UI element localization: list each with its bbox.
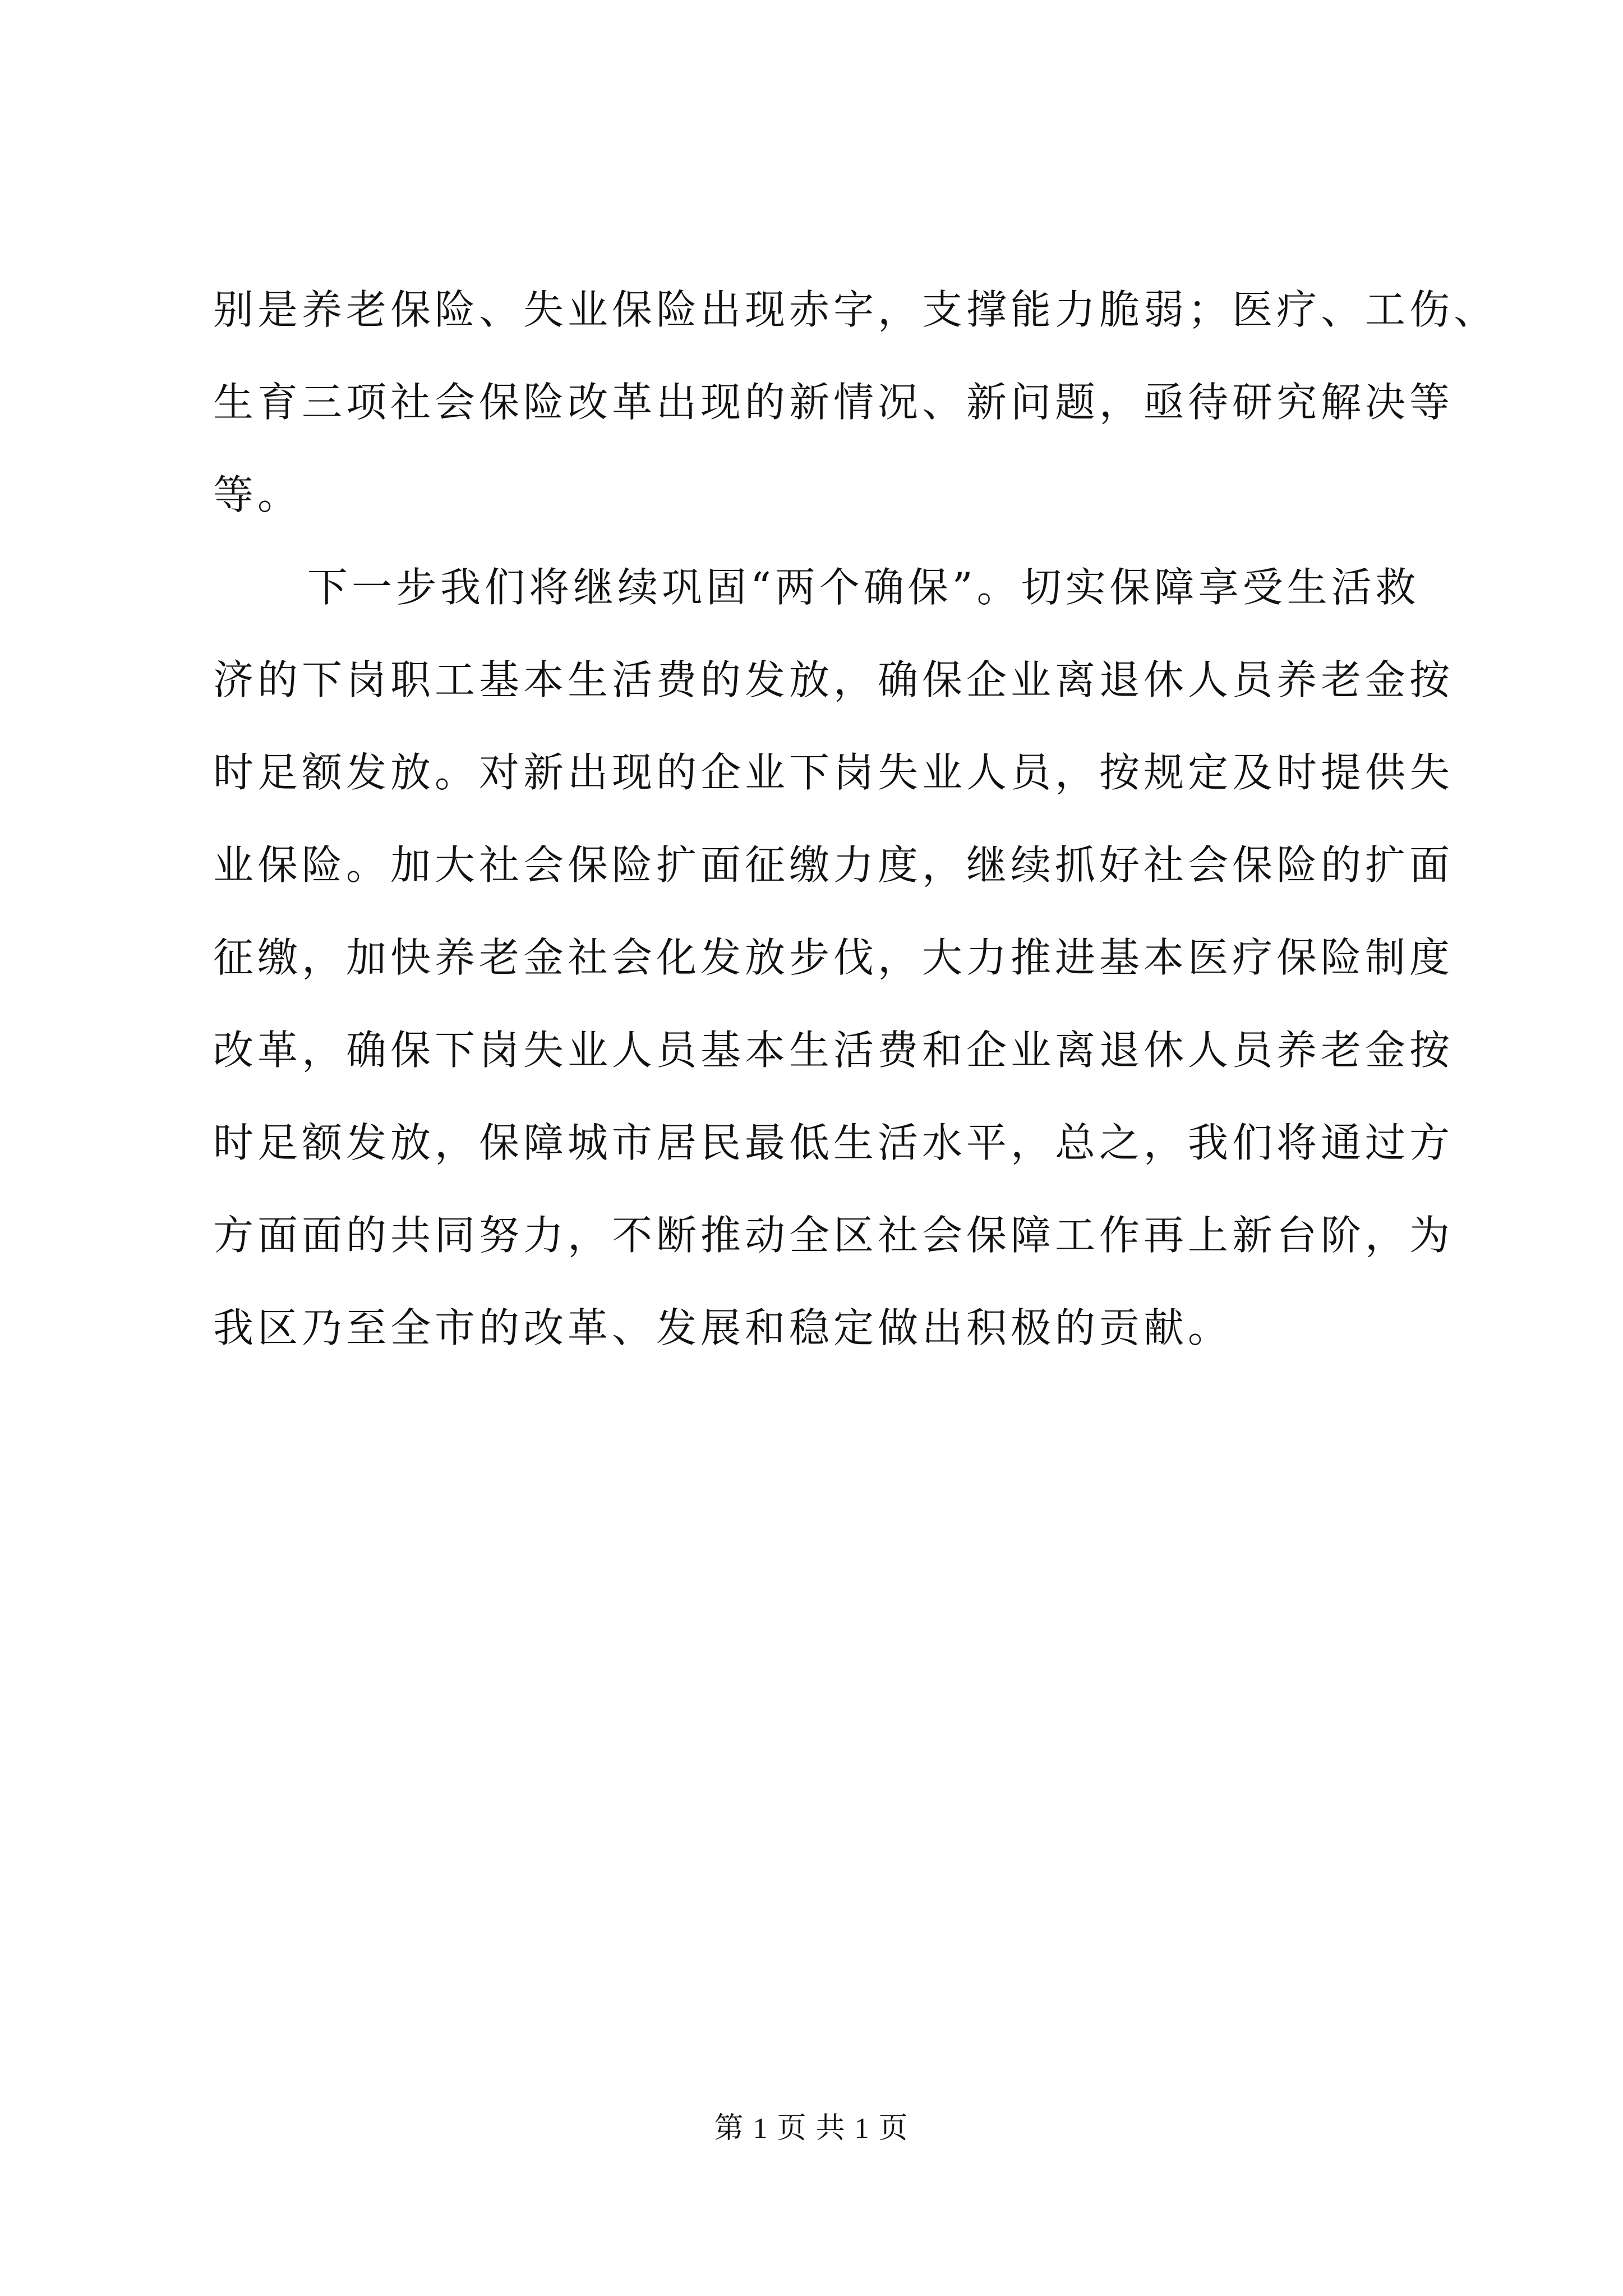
- text-line: 济的下岗职工基本生活费的发放，确保企业离退休人员养老金按: [213, 656, 1454, 703]
- text-line: 生育三项社会保险改革出现的新情况、新问题，亟待研究解决等: [213, 379, 1454, 426]
- paragraph-1: [213, 264, 1498, 541]
- text-line: 时足额发放，保障城市居民最低生活水平，总之，我们将通过方: [213, 1119, 1454, 1166]
- text-line: 我区乃至全市的改革、发展和稳定做出积极的贡献。: [213, 1304, 1233, 1351]
- text-line: 下一步我们将继续巩固“两个确保”。切实保障享受生活救: [307, 564, 1420, 611]
- text-line: 时足额发放。对新出现的企业下岗失业人员，按规定及时提供失: [213, 749, 1454, 796]
- text-line: 改革，确保下岗失业人员基本生活费和企业离退休人员养老金按: [213, 1027, 1454, 1074]
- page-footer: [0, 2109, 1623, 2148]
- text-line: 征缴，加快养老金社会化发放步伐，大力推进基本医疗保险制度: [213, 934, 1454, 981]
- text-line: 别是养老保险、失业保险出现赤字，支撑能力脆弱；医疗、工伤、: [213, 286, 1498, 333]
- text-line: 方面面的共同努力，不断推动全区社会保障工作再上新台阶，为: [213, 1212, 1454, 1259]
- text-line: 业保险。加大社会保险扩面征缴力度，继续抓好社会保险的扩面: [213, 841, 1454, 889]
- page-number-label: 第 1 页 共 1 页: [714, 2113, 909, 2145]
- text-line: 等。: [213, 471, 302, 518]
- paragraph-2: [213, 541, 1481, 1374]
- document-body: [213, 264, 1498, 1374]
